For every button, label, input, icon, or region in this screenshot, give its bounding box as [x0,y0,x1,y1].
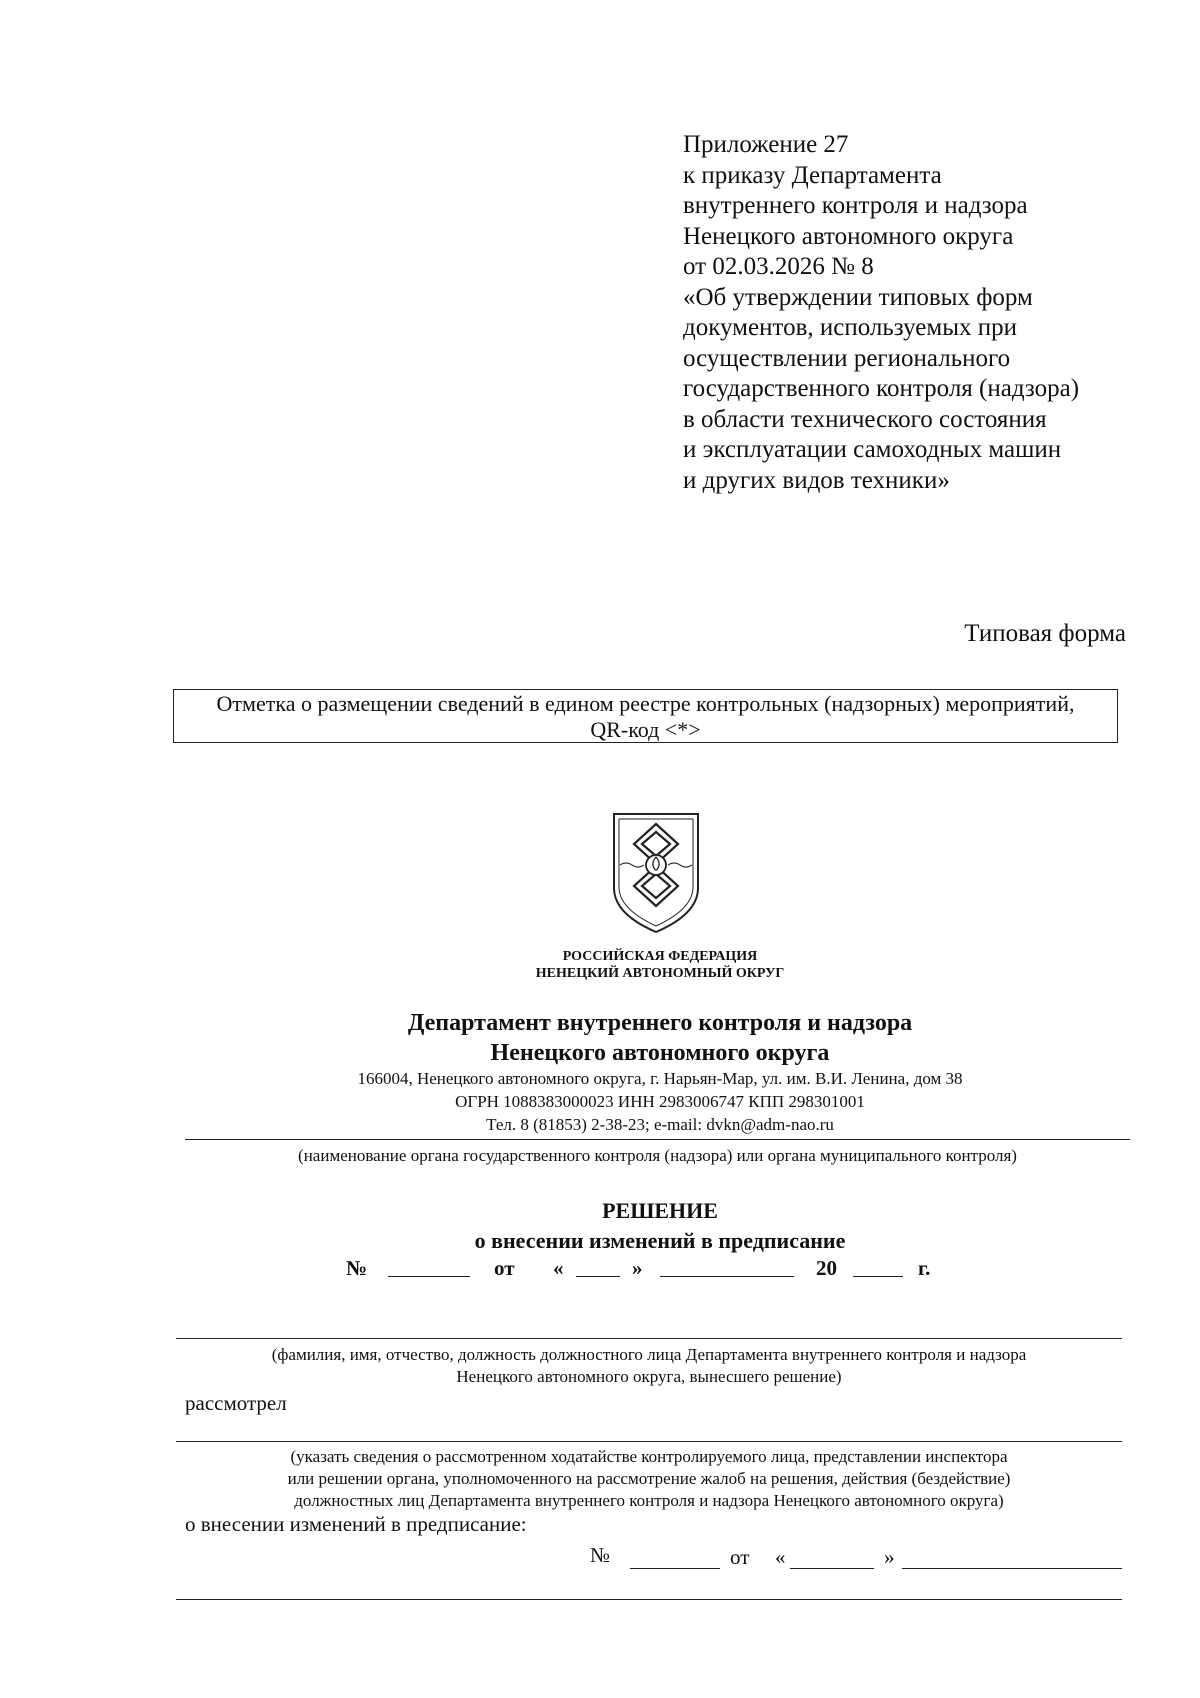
department-name-line: Департамент внутреннего контроля и надзора [407,1010,913,1036]
appendix-line: осуществлении регионального [683,344,1011,372]
official-name-field[interactable] [176,1338,1122,1339]
registry-box-line: QR-код <*> [590,717,701,742]
decision-date-label: от [494,1256,515,1280]
divider [185,1139,1130,1140]
appendix-block [683,130,1163,496]
department-name-line: Ненецкого автономного округа [490,1040,830,1066]
appendix-line: к приказу Департамента [683,161,942,189]
department-ids: ОГРН 1088383000023 ИНН 2983006747 КПП 298301001 [455,1092,865,1111]
decision-day-field[interactable] [576,1256,620,1277]
decision-number-label: № [346,1256,368,1280]
region-name: НЕНЕЦКИЙ АВТОНОМНЫЙ ОКРУГ [535,966,785,981]
petition-caption-line: или решении органа, уполномоченного на рассмотрение жалоб на решения, действия (бездействие) [287,1469,1011,1488]
order-day-field[interactable] [790,1548,874,1569]
decision-number-field[interactable] [388,1256,470,1277]
petition-caption-line: должностных лиц Департамента внутреннего контроля и надзора Ненецкого автономного округа) [294,1491,1004,1510]
decision-month-field[interactable] [660,1256,794,1277]
appendix-line: Приложение 27 [683,131,849,158]
department-address: 166004, Ненецкого автономного округа, г. Нарьян-Мар, ул. им. В.И. Ленина, дом 38 [357,1069,963,1088]
official-caption-line: Ненецкого автономного округа, вынесшего решение) [456,1367,842,1386]
bottom-field-line[interactable] [176,1599,1122,1600]
form-type-label: Типовая форма [964,620,1126,647]
appendix-line: и эксплуатации самоходных машин [683,436,1062,463]
order-quote-close: » [884,1545,895,1569]
appendix-line: «Об утверждении типовых форм [683,283,1033,311]
order-month-field[interactable] [902,1548,1122,1569]
country-heading [400,948,920,982]
organ-caption: (наименование органа государственного контроля (надзора) или органа муниципального контроля) [298,1146,1017,1165]
quote-close: » [632,1256,643,1280]
order-date-label: от [730,1545,750,1569]
coat-of-arms-icon [608,810,704,935]
year-prefix: 20 [816,1256,837,1280]
order-number-field[interactable] [630,1548,720,1569]
decision-year-field[interactable] [853,1256,903,1277]
registry-box-line: Отметка о размещении сведений в едином реестре контрольных (надзорных) мероприятий, [216,691,1075,716]
appendix-line: и других видов техники» [683,466,950,494]
registry-mark-box [173,689,1118,743]
official-caption-line: (фамилия, имя, отчество, должность должностного лица Департамента внутреннего контроля и надзора [271,1345,1027,1364]
department-details [200,1067,1120,1136]
petition-caption [176,1446,1122,1512]
appendix-line: документов, используемых при [683,314,1018,341]
petition-field[interactable] [176,1441,1122,1442]
country-name: РОССИЙСКАЯ ФЕДЕРАЦИЯ [562,949,758,964]
year-suffix: г. [918,1256,931,1280]
reviewed-label: рассмотрел [185,1391,287,1415]
order-number-label: № [590,1543,611,1567]
official-caption [176,1344,1122,1388]
appendix-line: государственного контроля (надзора) [683,375,1080,402]
appendix-line: в области технического состояния [683,405,1047,433]
order-quote-open: « [775,1545,786,1569]
appendix-line: внутреннего контроля и надзора [683,192,1028,219]
decision-heading [300,1196,1020,1256]
appendix-line: от 02.03.2026 № 8 [683,253,874,280]
decision-subtitle: о внесении изменений в предписание [474,1228,846,1253]
department-contacts: Тел. 8 (81853) 2-38-23; e-mail: dvkn@adm-nao.ru [486,1115,834,1134]
department-heading [300,1008,1020,1068]
appendix-line: Ненецкого автономного округа [683,222,1014,250]
decision-title: РЕШЕНИЕ [602,1198,718,1223]
petition-caption-line: (указать сведения о рассмотренном ходатайстве контролируемого лица, представлении инспектора [290,1447,1008,1466]
quote-open: « [553,1256,564,1280]
amend-label: о внесении изменений в предписание: [185,1512,527,1536]
